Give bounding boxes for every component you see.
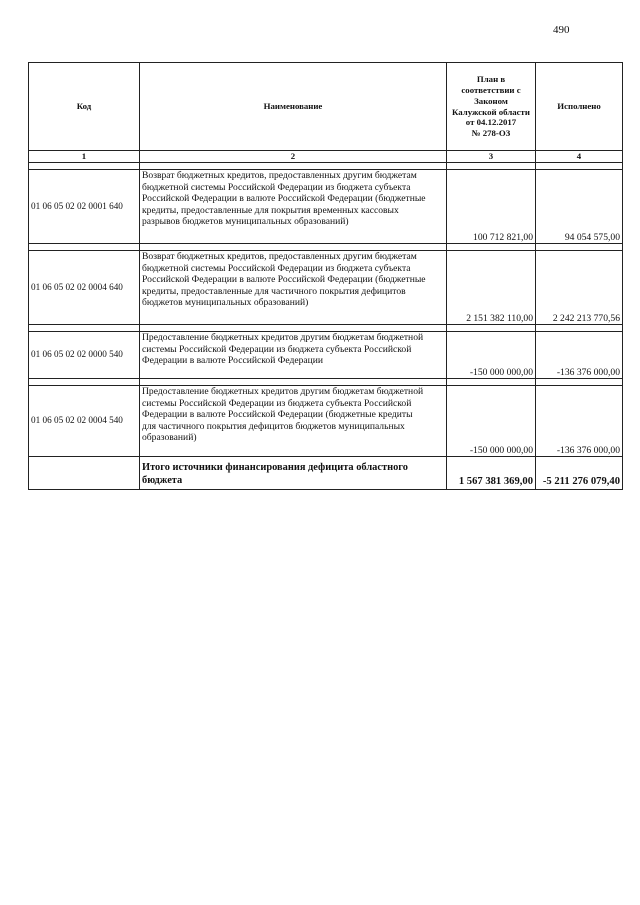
row-plan: -150 000 000,00	[447, 386, 536, 457]
total-name	[140, 457, 447, 490]
table-row	[29, 386, 623, 457]
spacer-row	[29, 163, 623, 170]
name-line: системы Российской Федерации из бюджета субъекта Российской	[142, 397, 412, 409]
row-executed: 2 242 213 770,56	[536, 251, 623, 325]
row-name	[140, 170, 447, 244]
row-code: 01 06 05 02 02 0000 540	[29, 332, 140, 379]
name-line: Предоставление бюджетных кредитов другим бюджетам бюджетной	[142, 386, 424, 397]
header-code: Код	[29, 63, 140, 151]
row-plan: 2 151 382 110,00	[447, 251, 536, 325]
row-code: 01 06 05 02 02 0004 640	[29, 251, 140, 325]
header-plan-line: Законом	[474, 95, 508, 106]
name-line: Российской Федерации в валюте Российской Федерации (бюджетные	[142, 274, 426, 285]
name-line: Предоставление бюджетных кредитов другим бюджетам бюджетной	[142, 332, 424, 343]
header-executed: Исполнено	[536, 63, 623, 151]
row-name	[140, 251, 447, 325]
header-row	[29, 63, 623, 151]
name-line: кредиты, предоставленные для покрытия временных кассовых	[142, 204, 399, 216]
row-plan: -150 000 000,00	[447, 332, 536, 379]
header-plan-line: План в	[476, 73, 506, 84]
spacer-row	[29, 244, 623, 251]
row-code: 01 06 05 02 02 0001 640	[29, 170, 140, 244]
row-plan: 100 712 821,00	[447, 170, 536, 244]
budget-sources-table	[28, 62, 623, 490]
name-line: бюджетной системы Российской Федерации из бюджета субъекта	[142, 262, 411, 274]
header-plan-line: от 04.12.2017	[465, 117, 517, 128]
name-line: кредиты, предоставленные для частичного покрытия дефицитов	[142, 285, 406, 297]
spacer-row	[29, 379, 623, 386]
total-executed: -5 211 276 079,40	[536, 457, 623, 490]
name-line: образований)	[142, 432, 197, 443]
name-line: для частичного покрытия дефицитов бюджетов муниципальных	[142, 420, 405, 432]
name-line: Российской Федерации в валюте Российской Федерации (бюджетные	[142, 193, 426, 204]
column-number: 1	[29, 151, 140, 163]
name-line: Возврат бюджетных кредитов, предоставленных другим бюджетам	[142, 251, 417, 262]
header-plan	[447, 63, 536, 151]
spacer-row	[29, 325, 623, 332]
row-name	[140, 332, 447, 379]
total-plan: 1 567 381 369,00	[447, 457, 536, 490]
column-number: 3	[447, 151, 536, 163]
column-number-row	[29, 151, 623, 163]
table-row	[29, 332, 623, 379]
header-plan-line: Калужской области	[452, 106, 530, 117]
name-line: бюджетов муниципальных образований)	[142, 297, 309, 308]
total-code	[29, 457, 140, 490]
row-name	[140, 386, 447, 457]
row-code: 01 06 05 02 02 0004 540	[29, 386, 140, 457]
name-line: Федерации в валюте Российской Федерации	[142, 355, 324, 366]
total-row	[29, 457, 623, 490]
name-line: системы Российской Федерации из бюджета субъекта Российской	[142, 343, 412, 355]
header-plan-line: соответствии с	[461, 84, 521, 95]
total-name-line: бюджета	[142, 474, 183, 486]
name-line: разрывов бюджетов муниципальных образований)	[142, 216, 349, 227]
name-line: Возврат бюджетных кредитов, предоставленных другим бюджетам	[142, 170, 417, 181]
name-line: Федерации в валюте Российской Федерации (бюджетные кредиты	[142, 409, 413, 420]
total-name-line: Итого источники финансирования дефицита областного	[142, 462, 408, 474]
header-plan-line: № 278-ОЗ	[471, 128, 511, 139]
header-name: Наименование	[140, 63, 447, 151]
page-number: 490	[553, 24, 570, 36]
row-executed: -136 376 000,00	[536, 386, 623, 457]
column-number: 2	[140, 151, 447, 163]
table-row	[29, 170, 623, 244]
row-executed: -136 376 000,00	[536, 332, 623, 379]
column-number: 4	[536, 151, 623, 163]
name-line: бюджетной системы Российской Федерации из бюджета субъекта	[142, 181, 411, 193]
table-row	[29, 251, 623, 325]
row-executed: 94 054 575,00	[536, 170, 623, 244]
